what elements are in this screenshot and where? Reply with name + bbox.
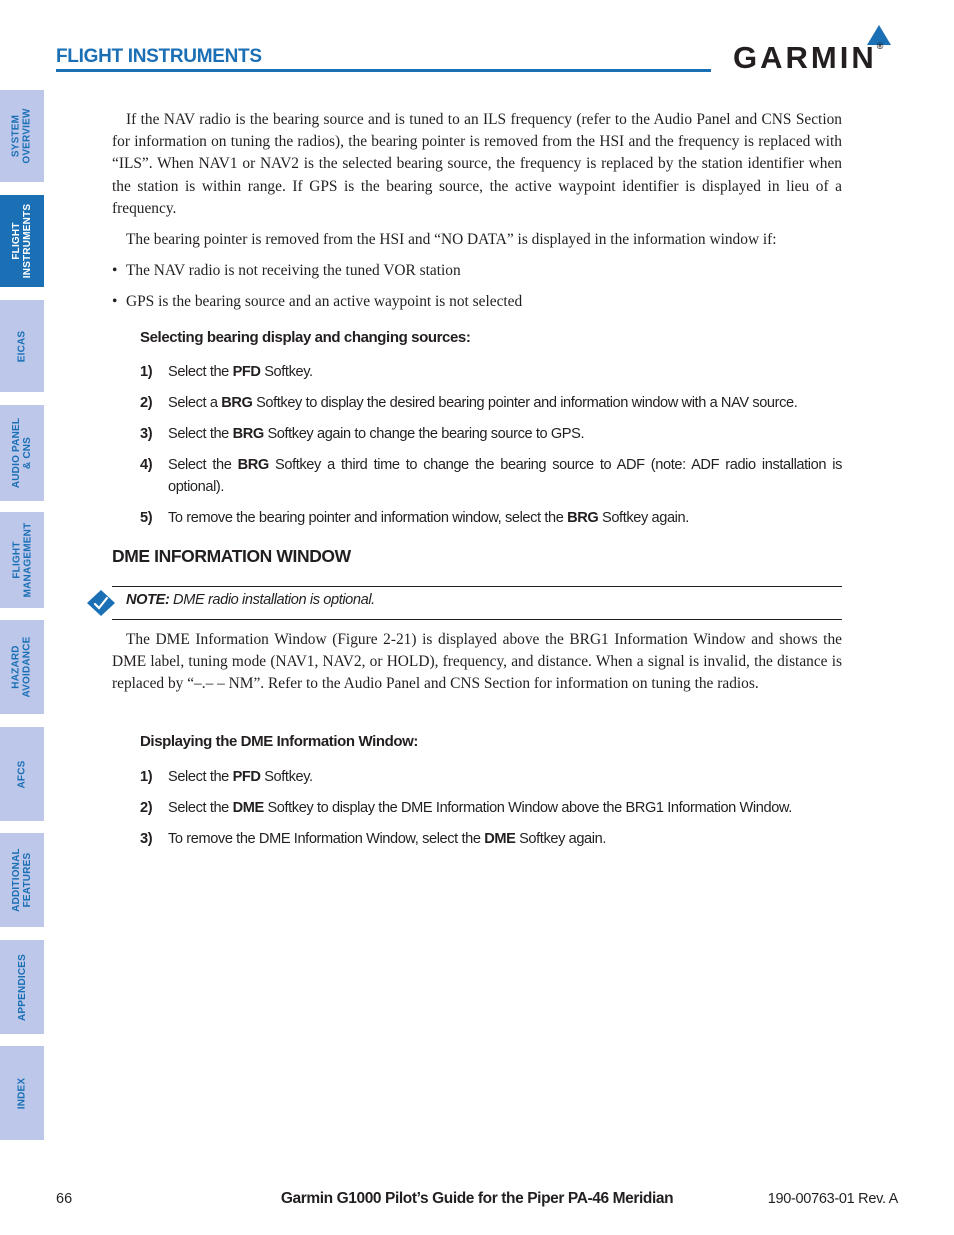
softkey-name: BRG (567, 510, 599, 526)
dme-section-heading: DME INFORMATION WINDOW (112, 546, 351, 566)
tab-index[interactable]: INDEX (0, 1046, 44, 1140)
procedure-title-bearing: Selecting bearing display and changing sources: (140, 329, 471, 346)
softkey-name: DME (232, 800, 264, 816)
tab-hazard-avoidance[interactable]: HAZARD AVOIDANCE (0, 620, 44, 714)
tab-appendices[interactable]: APPENDICES (0, 940, 44, 1034)
note-text: NOTE: DME radio installation is optional. (126, 592, 375, 608)
procedure-step: 4) Select the BRG Softkey a third time to change the bearing source to ADF (note: ADF radio installation is optional). (140, 457, 842, 495)
tab-audio-panel-cns[interactable]: AUDIO PANEL & CNS (0, 405, 44, 501)
procedure-step: 1) Select the PFD Softkey. (140, 364, 313, 380)
procedure-step: 2) Select a BRG Softkey to display the desired bearing pointer and information window with a NAV source. (140, 395, 798, 411)
procedure-step: 5) To remove the bearing pointer and information window, select the BRG Softkey again. (140, 510, 689, 526)
section-title: FLIGHT INSTRUMENTS (56, 46, 262, 67)
procedure-title-dme: Displaying the DME Information Window: (140, 733, 418, 750)
procedure-step: 1) Select the PFD Softkey. (140, 769, 313, 785)
softkey-name: BRG (221, 395, 253, 411)
softkey-name: PFD (232, 769, 261, 785)
note-checkmark-icon (86, 589, 116, 617)
procedure-step: 3) To remove the DME Information Window, select the DME Softkey again. (140, 831, 606, 847)
tab-eicas[interactable]: EICAS (0, 300, 44, 392)
garmin-logo-text: GARMIN® (733, 40, 884, 75)
footer-document-number: 190-00763-01 Rev. A (767, 1191, 898, 1207)
bullet-item: • The NAV radio is not receiving the tuned VOR station (112, 260, 461, 282)
softkey-name: DME (484, 831, 516, 847)
paragraph-no-data: The bearing pointer is removed from the HSI and “NO DATA” is displayed in the information window if: (126, 231, 777, 248)
tab-system-overview[interactable]: SYSTEM OVERVIEW (0, 90, 44, 182)
garmin-logo (733, 24, 899, 76)
bullet-dot: • (112, 293, 118, 310)
page-number: 66 (56, 1191, 73, 1207)
bullet-dot: • (112, 262, 118, 279)
tab-afcs[interactable]: AFCS (0, 727, 44, 821)
softkey-name: BRG (232, 426, 264, 442)
paragraph-ils-bearing: If the NAV radio is the bearing source and is tuned to an ILS frequency (refer to the Audio Panel and CNS Section for information on tuning the radios), the bearing pointer is removed from the HSI and the frequency is replaced with “ILS”. When NAV1 or NAV2 is the selected bearing source, the frequency is replaced by the station identifier when the station is within range. If GPS is the bearing source, the active waypoint identifier is displayed in lieu of a frequency. (112, 111, 842, 217)
header-rule (56, 69, 711, 72)
tab-flight-management[interactable]: FLIGHT MANAGEMENT (0, 512, 44, 608)
note-bottom-rule (112, 619, 842, 620)
procedure-step: 3) Select the BRG Softkey again to change the bearing source to GPS. (140, 426, 585, 442)
registered-mark: ® (876, 41, 884, 51)
tab-additional-features[interactable]: ADDITIONAL FEATURES (0, 833, 44, 927)
note-top-rule (112, 586, 842, 587)
footer-title: Garmin G1000 Pilot’s Guide for the Piper PA-46 Meridian (280, 1190, 674, 1207)
procedure-step: 2) Select the DME Softkey to display the DME Information Window above the BRG1 Information Window. (140, 800, 792, 816)
tab-flight-instruments[interactable]: FLIGHT INSTRUMENTS (0, 195, 44, 287)
bullet-item: • GPS is the bearing source and an active waypoint is not selected (112, 291, 522, 313)
softkey-name: BRG (237, 457, 269, 473)
softkey-name: PFD (232, 364, 261, 380)
paragraph-dme-window: The DME Information Window (Figure 2-21) is displayed above the BRG1 Information Window and shows the DME label, tuning mode (NAV1, NAV2, or HOLD), frequency, and distance. When a signal is invalid, the distance is replaced by “–.– – NM”. Refer to the Audio Panel and CNS Section for information on tuning the radios. (112, 631, 842, 693)
